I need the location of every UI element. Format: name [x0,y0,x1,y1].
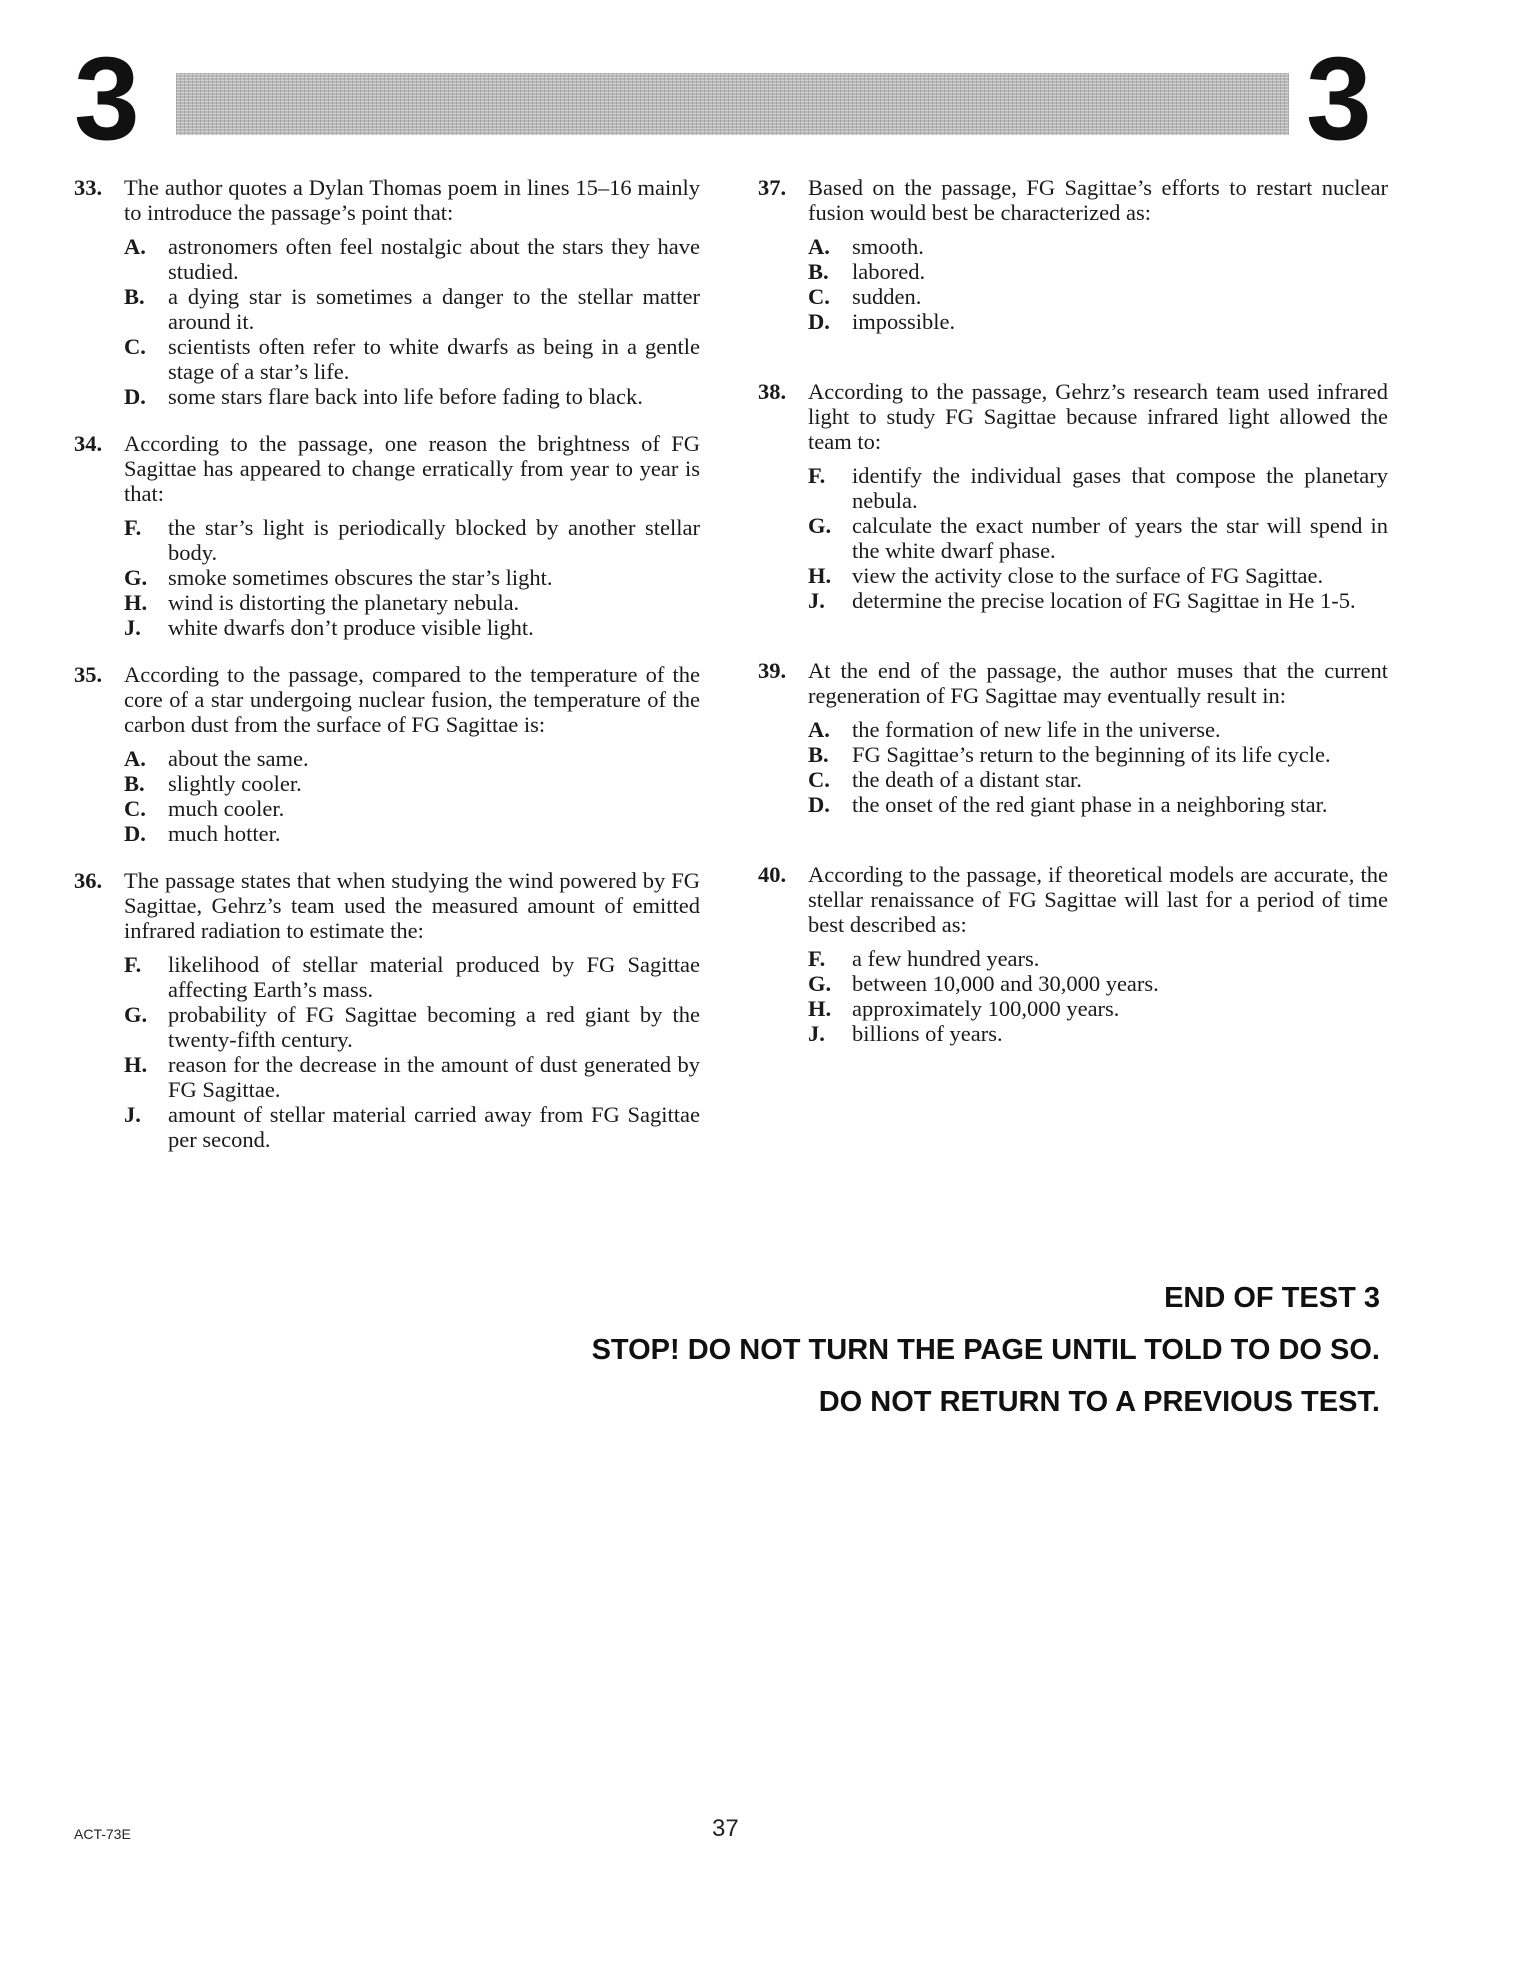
answer-option[interactable] [124,952,700,1002]
question-35 [74,662,700,846]
question-number: 39. [758,658,787,683]
option-text: a few hundred years. [852,946,1040,971]
answer-options [808,234,1388,334]
answer-option[interactable] [808,234,1388,259]
option-letter: A. [124,234,146,259]
option-text: the star’s light is periodically blocked by another stellar body. [168,515,700,565]
answer-option[interactable] [124,565,700,590]
question-number: 34. [74,431,103,456]
option-letter: D. [808,309,830,334]
answer-option[interactable] [124,590,700,615]
option-text: impossible. [852,309,956,334]
option-text: labored. [852,259,926,284]
section-number-left: 3 [74,33,140,165]
answer-option[interactable] [808,284,1388,309]
answer-options [808,946,1388,1046]
question-number: 35. [74,662,103,687]
option-text: much hotter. [168,821,281,846]
option-letter: H. [124,1052,148,1077]
option-text: calculate the exact number of years the star will spend in the white dwarf phase. [852,513,1388,563]
option-letter: C. [808,284,830,309]
option-text: astronomers often feel nostalgic about the stars they have studied. [168,234,700,284]
option-letter: D. [808,792,830,817]
option-letter: B. [124,771,145,796]
question-40 [758,862,1388,1046]
question-stem: Based on the passage, FG Sagittae’s efforts to restart nuclear fusion would best be characterized as: [808,175,1388,225]
answer-option[interactable] [124,1002,700,1052]
end-of-test-notice [592,1272,1380,1428]
option-letter: H. [808,563,832,588]
question-33 [74,175,700,409]
question-stem: According to the passage, if theoretical models are accurate, the stellar renaissance of FG Sagittae will last for a period of time best described as: [808,862,1388,937]
option-text: much cooler. [168,796,285,821]
option-text: a dying star is sometimes a danger to the stellar matter around it. [168,284,700,334]
answer-option[interactable] [124,796,700,821]
section-number-right: 3 [1306,33,1372,165]
option-letter: J. [124,1102,141,1127]
option-letter: C. [124,796,146,821]
answer-option[interactable] [808,259,1388,284]
option-letter: D. [124,821,146,846]
option-text: FG Sagittae’s return to the beginning of its life cycle. [852,742,1331,767]
no-return-instruction: DO NOT RETURN TO A PREVIOUS TEST. [818,1386,1380,1418]
stop-instruction: STOP! DO NOT TURN THE PAGE UNTIL TOLD TO DO SO. [591,1334,1380,1366]
option-letter: F. [124,515,142,540]
option-text: scientists often refer to white dwarfs as being in a gentle stage of a star’s life. [168,334,700,384]
option-text: identify the individual gases that compose the planetary nebula. [852,463,1388,513]
option-text: the death of a distant star. [852,767,1082,792]
option-text: the formation of new life in the universe. [852,717,1221,742]
answer-option[interactable] [124,234,700,284]
option-letter: J. [808,1021,825,1046]
answer-options [124,746,700,846]
answer-option[interactable] [808,1021,1388,1046]
option-letter: B. [124,284,145,309]
question-stem: According to the passage, compared to the temperature of the core of a star undergoing nuclear fusion, the temperature of the carbon dust from the surface of FG Sagittae is: [124,662,700,737]
answer-options [124,234,700,409]
option-letter: B. [808,742,829,767]
question-number: 40. [758,862,787,887]
answer-option[interactable] [124,284,700,334]
answer-option[interactable] [808,309,1388,334]
option-text: approximately 100,000 years. [852,996,1120,1021]
option-letter: H. [808,996,832,1021]
option-text: smooth. [852,234,924,259]
answer-option[interactable] [808,971,1388,996]
answer-options [808,463,1388,613]
question-stem: The passage states that when studying the wind powered by FG Sagittae, Gehrz’s team used the measured amount of emitted infrared radiation to estimate the: [124,868,700,943]
option-letter: G. [808,971,832,996]
answer-option[interactable] [124,1052,700,1102]
answer-option[interactable] [124,821,700,846]
answer-option[interactable] [808,563,1388,588]
option-text: billions of years. [852,1021,1003,1046]
option-text: sudden. [852,284,922,309]
option-text: the onset of the red giant phase in a neighboring star. [852,792,1328,817]
answer-options [124,952,700,1152]
section-banner [176,73,1289,135]
answer-option[interactable] [808,996,1388,1021]
question-39 [758,658,1388,817]
question-number: 36. [74,868,103,893]
question-stem: According to the passage, Gehrz’s research team used infrared light to study FG Sagittae because infrared light allowed the team to: [808,379,1388,454]
option-text: wind is distorting the planetary nebula. [168,590,520,615]
left-column [74,175,700,1174]
option-text: between 10,000 and 30,000 years. [852,971,1159,996]
answer-option[interactable] [124,515,700,565]
option-letter: F. [124,952,142,977]
answer-option[interactable] [808,717,1388,742]
answer-option[interactable] [808,513,1388,563]
option-text: reason for the decrease in the amount of dust generated by FG Sagittae. [168,1052,700,1102]
option-letter: G. [124,565,148,590]
answer-options [124,515,700,640]
question-stem: The author quotes a Dylan Thomas poem in lines 15–16 mainly to introduce the passage’s point that: [124,175,700,225]
option-text: smoke sometimes obscures the star’s light. [168,565,553,590]
question-37 [758,175,1388,334]
end-of-test-heading: END OF TEST 3 [1164,1282,1380,1314]
option-letter: A. [124,746,146,771]
option-letter: H. [124,590,148,615]
answer-option[interactable] [808,588,1388,613]
answer-option[interactable] [808,463,1388,513]
option-letter: F. [808,463,826,488]
option-text: amount of stellar material carried away from FG Sagittae per second. [168,1102,700,1152]
question-34 [74,431,700,640]
option-text: determine the precise location of FG Sagittae in He 1-5. [852,588,1356,613]
option-letter: C. [124,334,146,359]
option-text: view the activity close to the surface of FG Sagittae. [852,563,1324,588]
option-text: about the same. [168,746,309,771]
option-letter: C. [808,767,830,792]
answer-option[interactable] [808,946,1388,971]
right-column [758,175,1388,1068]
option-letter: B. [808,259,829,284]
answer-option[interactable] [124,1102,700,1152]
answer-option[interactable] [124,334,700,384]
answer-options [808,717,1388,817]
question-number: 33. [74,175,103,200]
option-letter: A. [808,234,830,259]
option-text: likelihood of stellar material produced by FG Sagittae affecting Earth’s mass. [168,952,700,1002]
answer-option[interactable] [124,771,700,796]
question-stem: At the end of the passage, the author muses that the current regeneration of FG Sagittae may eventually result in: [808,658,1388,708]
option-text: some stars flare back into life before fading to black. [168,384,643,409]
question-38 [758,379,1388,613]
answer-option[interactable] [124,615,700,640]
answer-option[interactable] [808,767,1388,792]
option-letter: F. [808,946,826,971]
answer-option[interactable] [124,746,700,771]
question-number: 37. [758,175,787,200]
question-number: 38. [758,379,787,404]
question-stem: According to the passage, one reason the brightness of FG Sagittae has appeared to change erratically from year to year is that: [124,431,700,506]
option-letter: D. [124,384,146,409]
option-letter: G. [124,1002,148,1027]
option-text: probability of FG Sagittae becoming a red giant by the twenty-fifth century. [168,1002,700,1052]
form-code: ACT-73E [74,1826,131,1842]
option-letter: G. [808,513,832,538]
option-letter: J. [808,588,825,613]
option-text: white dwarfs don’t produce visible light. [168,615,534,640]
option-text: slightly cooler. [168,771,302,796]
answer-option[interactable] [124,384,700,409]
page-number: 37 [712,1815,739,1842]
answer-option[interactable] [808,742,1388,767]
answer-option[interactable] [808,792,1388,817]
question-36 [74,868,700,1152]
option-letter: J. [124,615,141,640]
option-letter: A. [808,717,830,742]
